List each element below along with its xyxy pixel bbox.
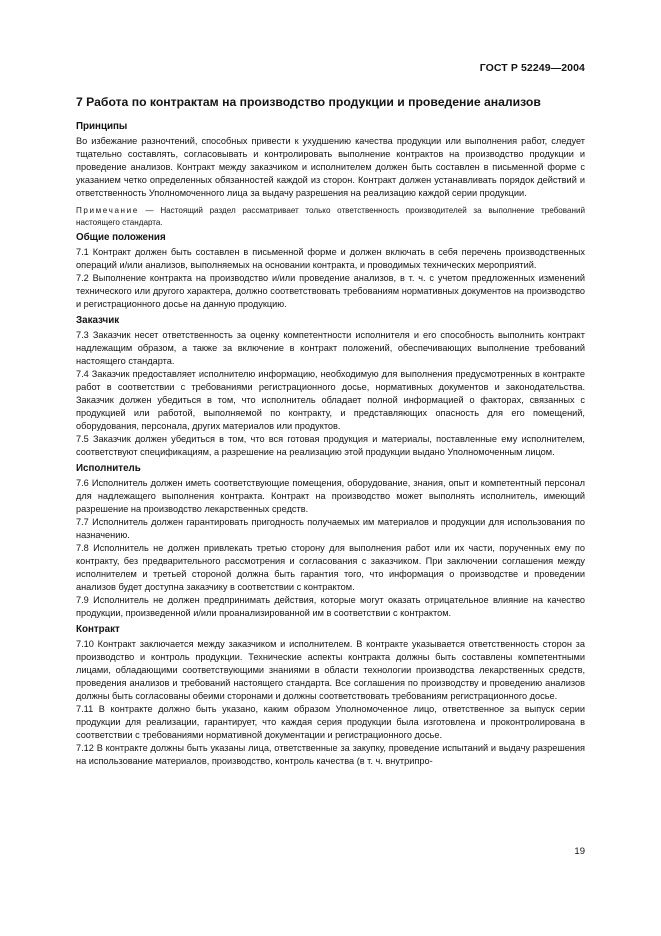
- paragraph-7-9: 7.9 Исполнитель не должен предпринимать действия, которые могут оказать отрицательное влияние на качество продукции, произведенной и/или проанализированной им в соответствии с контрактом.: [76, 595, 585, 618]
- paragraph-7-7: 7.7 Исполнитель должен гарантировать пригодность получаемых им материалов и продукции для использования по назначению.: [76, 517, 585, 540]
- principles-paragraph: Во избежание разночтений, способных привести к ухудшению качества продукции или выполнения работ, следует тщательно составлять, согласовывать и контролировать выполнение контрактов на производство продукции и проведение анализов. Контракт между заказчиком и исполнителем должен быть составлен в письменной форме с указанием четко определенных обязанностей каждой из сторон. Контракт должен устанавливать порядок действий и ответственность Уполномоченного лица за выдачу разрешения на реализацию каждой серии продукции.: [76, 136, 585, 198]
- paragraph-7-4: 7.4 Заказчик предоставляет исполнителю информацию, необходимую для выполнения предусмотренных в контракте работ в соответствии с требованиями регистрационного досье, нормативных документов и законодательства. Заказчик должен убедиться в том, что исполнитель обладает полной информацией о факторах, связанных с продукцией или работой, выполняемой по контракту, и представляющих опасность для его помещений, оборудования, персонала, других материалов или продуктов.: [76, 369, 585, 431]
- note-text: — Настоящий раздел рассматривает только ответственность производителей за выполнение требований настоящего стандарта.: [76, 206, 585, 227]
- paragraph-7-10: 7.10 Контракт заключается между заказчиком и исполнителем. В контракте указывается ответственность сторон за производство и контроль продукции. Технические аспекты контракта должны быть составлены компетентными лицами, обладающими соответствующими знаниями в области технологии производства лекарственных средств, проведения анализов и требований настоящего стандарта. Все соглашения по производству и проведению анализов должны быть согласованы обеими сторонами и должны соответствовать требованиям регистрационного досье.: [76, 639, 585, 701]
- paragraph-7-12: 7.12 В контракте должны быть указаны лица, ответственные за закупку, проведение испытаний и выдачу разрешения на использование материалов, производство, контроль качества (в т. ч. внутрипро-: [76, 743, 585, 766]
- note: [76, 205, 585, 228]
- paragraph-7-11: 7.11 В контракте должно быть указано, каким образом Уполномоченное лицо, ответственное за выпуск серии продукции для реализации, гарантирует, что каждая серия продукции была изготовлена и проконтролирована в соответствии с требованиями нормативной документации и регистрационного досье.: [76, 704, 585, 740]
- page-number: 19: [574, 846, 585, 857]
- heading-principles: Принципы: [76, 121, 128, 132]
- paragraph-7-8: 7.8 Исполнитель не должен привлекать третью сторону для выполнения работ или их части, порученных ему по контракту, без предварительного рассмотрения и согласования с заказчиком. При заключении соглашения между исполнителем и третьей стороной должна быть гарантия того, что информация о производстве и проведении анализов будет доступна заказчику в соответствии с контрактом.: [76, 543, 585, 592]
- heading-contract: Контракт: [76, 624, 120, 635]
- paragraph-7-5: 7.5 Заказчик должен убедиться в том, что вся готовая продукция и материалы, поставленные ему исполнителем, соответствуют спецификациям, а разрешение на реализацию этой продукции выдано Уполномоченным лицом.: [76, 434, 585, 457]
- paragraph-7-1: 7.1 Контракт должен быть составлен в письменной форме и должен включать в себя перечень производственных операций и/или анализов, выполняемых на основании контракта, и проводимых технических мероприятий.: [76, 247, 585, 270]
- section-title: 7 Работа по контрактам на производство продукции и проведение анализов: [76, 95, 541, 109]
- heading-customer: Заказчик: [76, 315, 120, 326]
- page-content: [76, 94, 585, 768]
- paragraph-7-3: 7.3 Заказчик несет ответственность за оценку компетентности исполнителя и его способность выполнить контракт надлежащим образом, а также за включение в контракт положений, обеспечивающих выполнение требований настоящего стандарта.: [76, 330, 585, 366]
- heading-general: Общие положения: [76, 232, 166, 243]
- heading-contractor: Исполнитель: [76, 463, 141, 474]
- paragraph-7-2: 7.2 Выполнение контракта на производство и/или проведение анализов, в т. ч. с учетом предложенных изменений технического или другого характера, должно соответствовать требованиям нормативных документов на производство и регистрационного досье на данную продукцию.: [76, 273, 585, 309]
- paragraph-7-6: 7.6 Исполнитель должен иметь соответствующие помещения, оборудование, знания, опыт и компетентный персонал для надлежащего выполнения контракта. Контракт на производство может выполнять исполнитель, имеющий разрешение на производство лекарственных средств.: [76, 478, 585, 514]
- note-label: Примечание: [76, 206, 139, 215]
- standard-id: ГОСТ Р 52249—2004: [479, 62, 585, 74]
